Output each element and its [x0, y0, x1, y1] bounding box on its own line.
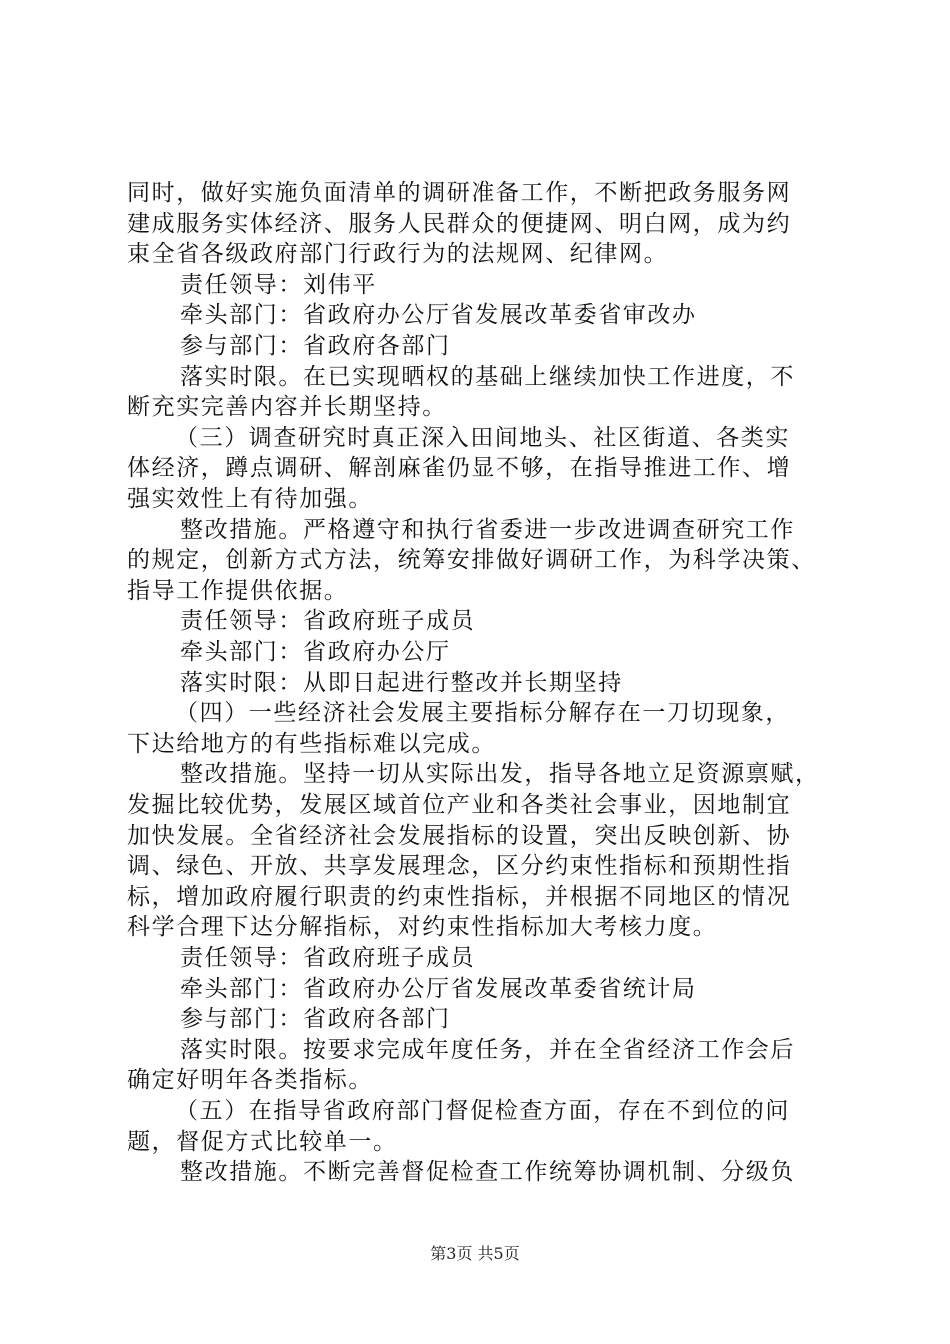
- text-line: 题，督促方式比较单一。: [127, 1129, 398, 1155]
- text-line: 强实效性上有待加强。: [127, 486, 373, 512]
- text-line: 加快发展。全省经济社会发展指标的设置，突出反映创新、协: [127, 823, 792, 849]
- text-line: 建成服务实体经济、服务人民群众的便捷网、明白网，成为约: [127, 211, 792, 237]
- text-line: （四）一些经济社会发展主要指标分解存在一刀切现象，: [175, 700, 790, 726]
- text-line: 牵头部门：省政府办公厅省发展改革委省审改办: [180, 302, 697, 328]
- text-line: 调、绿色、开放、共享发展理念，区分约束性指标和预期性指: [127, 853, 792, 879]
- text-line: （五）在指导省政府部门督促检查方面，存在不到位的问: [175, 1098, 790, 1124]
- text-line: 责任领导：刘伟平: [180, 272, 377, 298]
- text-line: 的规定，创新方式方法，统筹安排做好调研工作，为科学决策、: [127, 547, 816, 573]
- text-line: 落实时限。在已实现晒权的基础上继续加快工作进度，不: [180, 364, 795, 390]
- text-line: 牵头部门：省政府办公厅省发展改革委省统计局: [180, 976, 697, 1002]
- text-line: 下达给地方的有些指标难以完成。: [127, 731, 496, 757]
- page-footer: [0, 1243, 950, 1265]
- text-line: 参与部门：省政府各部门: [180, 1006, 451, 1032]
- text-line: 责任领导：省政府班子成员: [180, 945, 476, 971]
- text-line: 整改措施。不断完善督促检查工作统筹协调机制、分级负: [180, 1159, 795, 1185]
- text-line: 参与部门：省政府各部门: [180, 333, 451, 359]
- text-line: 科学合理下达分解指标，对约束性指标加大考核力度。: [127, 914, 718, 940]
- text-line: （三）调查研究时真正深入田间地头、社区街道、各类实: [175, 425, 790, 451]
- text-line: 断充实完善内容并长期坚持。: [127, 394, 447, 420]
- text-line: 确定好明年各类指标。: [127, 1067, 373, 1093]
- text-line: 整改措施。坚持一切从实际出发，指导各地立足资源禀赋，: [180, 761, 820, 787]
- text-line: 标，增加政府履行职责的约束性指标，并根据不同地区的情况: [127, 884, 792, 910]
- text-line: 体经济，蹲点调研、解剖麻雀仍显不够，在指导推进工作、增: [127, 455, 792, 481]
- text-line: 指导工作提供依据。: [127, 578, 349, 604]
- text-line: 落实时限。按要求完成年度任务，并在全省经济工作会后: [180, 1037, 795, 1063]
- text-line: 整改措施。严格遵守和执行省委进一步改进调查研究工作: [180, 517, 795, 543]
- text-line: 责任领导：省政府班子成员: [180, 608, 476, 634]
- page-number-label: 第3页 共5页: [430, 1244, 520, 1263]
- text-line: 同时，做好实施负面清单的调研准备工作，不断把政务服务网: [127, 180, 792, 206]
- text-line: 落实时限：从即日起进行整改并长期坚持: [180, 670, 623, 696]
- text-line: 束全省各级政府部门行政行为的法规网、纪律网。: [127, 241, 669, 267]
- text-line: 牵头部门：省政府办公厅: [180, 639, 451, 665]
- text-line: 发掘比较优势，发展区域首位产业和各类社会事业，因地制宜: [127, 792, 792, 818]
